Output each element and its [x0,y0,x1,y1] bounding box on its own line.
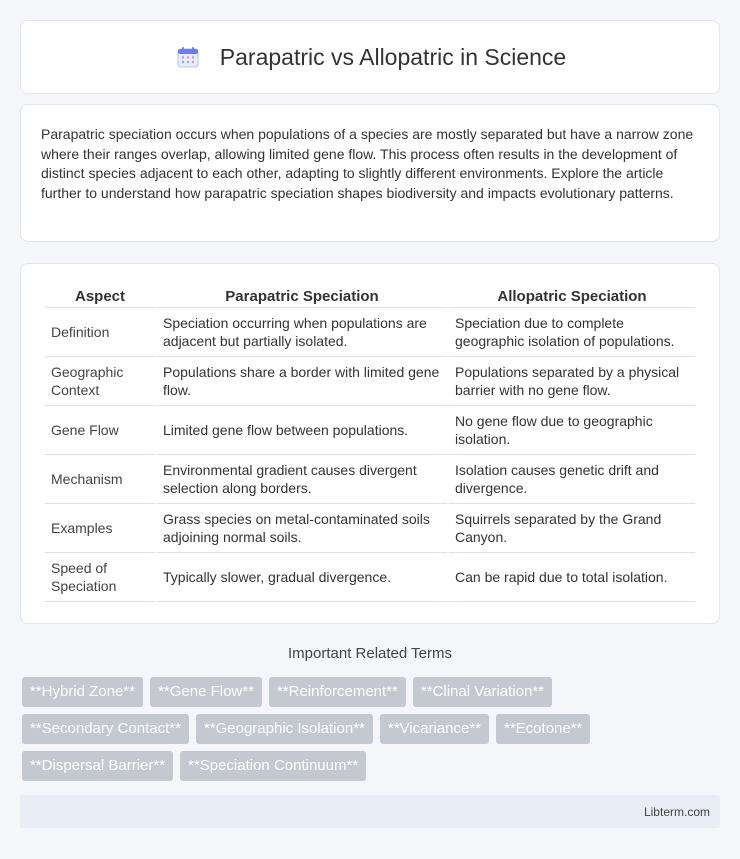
related-term-tag[interactable]: **Secondary Contact** [22,714,189,744]
allopatric-cell: Isolation causes genetic drift and divergence. [449,455,695,504]
footer-site-link[interactable]: Libterm.com [643,804,710,819]
related-term-tag[interactable]: **Geographic Isolation** [196,714,373,744]
related-term-tag[interactable]: **Reinforcement** [269,677,406,707]
aspect-cell: Mechanism [45,455,155,504]
header-card [20,20,720,94]
column-header-parapatric: Parapatric Speciation [157,284,447,308]
parapatric-cell: Typically slower, gradual divergence. [157,553,447,602]
related-term-tag[interactable]: **Hybrid Zone** [22,677,143,707]
related-term-tag[interactable]: **Gene Flow** [150,677,262,707]
related-terms-title: Important Related Terms [288,645,452,662]
table-row [45,553,695,602]
calendar-icon [174,43,202,71]
table-header-row [45,284,695,308]
related-term-tag[interactable]: **Speciation Continuum** [180,751,366,781]
parapatric-cell: Speciation occurring when populations are adjacent but partially isolated. [157,308,447,357]
parapatric-cell: Environmental gradient causes divergent selection along borders. [157,455,447,504]
column-header-aspect: Aspect [45,284,155,308]
aspect-cell: Definition [45,308,155,357]
footer [20,795,720,828]
related-term-tag[interactable]: **Dispersal Barrier** [22,751,173,781]
allopatric-cell: Speciation due to complete geographic isolation of populations. [449,308,695,357]
allopatric-cell: Squirrels separated by the Grand Canyon. [449,504,695,553]
table-row [45,504,695,553]
intro-text: Parapatric speciation occurs when populations of a species are mostly separated but have a narrow zone where their ranges overlap, allowing limited gene flow. This process often results in the development of distinct species adjacent to each other, adapting to slightly different environments. Explore the article further to understand how parapatric speciation shapes biodiversity and impacts evolutionary patterns. [41,126,694,201]
related-term-tag[interactable]: **Ecotone** [496,714,590,744]
comparison-table [43,284,697,602]
page-title: Parapatric vs Allopatric in Science [219,43,567,70]
aspect-cell: Gene Flow [45,406,155,455]
allopatric-cell: Can be rapid due to total isolation. [449,553,695,602]
column-header-allopatric: Allopatric Speciation [449,284,695,308]
related-term-tag[interactable]: **Clinal Variation** [413,677,552,707]
aspect-cell: Examples [45,504,155,553]
parapatric-cell: Populations share a border with limited gene flow. [157,357,447,406]
parapatric-cell: Limited gene flow between populations. [157,406,447,455]
related-term-tag[interactable]: **Vicariance** [380,714,489,744]
allopatric-cell: No gene flow due to geographic isolation. [449,406,695,455]
comparison-table-card [20,263,720,624]
table-row [45,455,695,504]
table-row [45,406,695,455]
table-row [45,357,695,406]
related-terms-list [22,677,722,788]
table-row [45,308,695,357]
aspect-cell: Speed of Speciation [45,553,155,602]
allopatric-cell: Populations separated by a physical barrier with no gene flow. [449,357,695,406]
intro-card [20,104,720,242]
parapatric-cell: Grass species on metal-contaminated soils adjoining normal soils. [157,504,447,553]
aspect-cell: Geographic Context [45,357,155,406]
